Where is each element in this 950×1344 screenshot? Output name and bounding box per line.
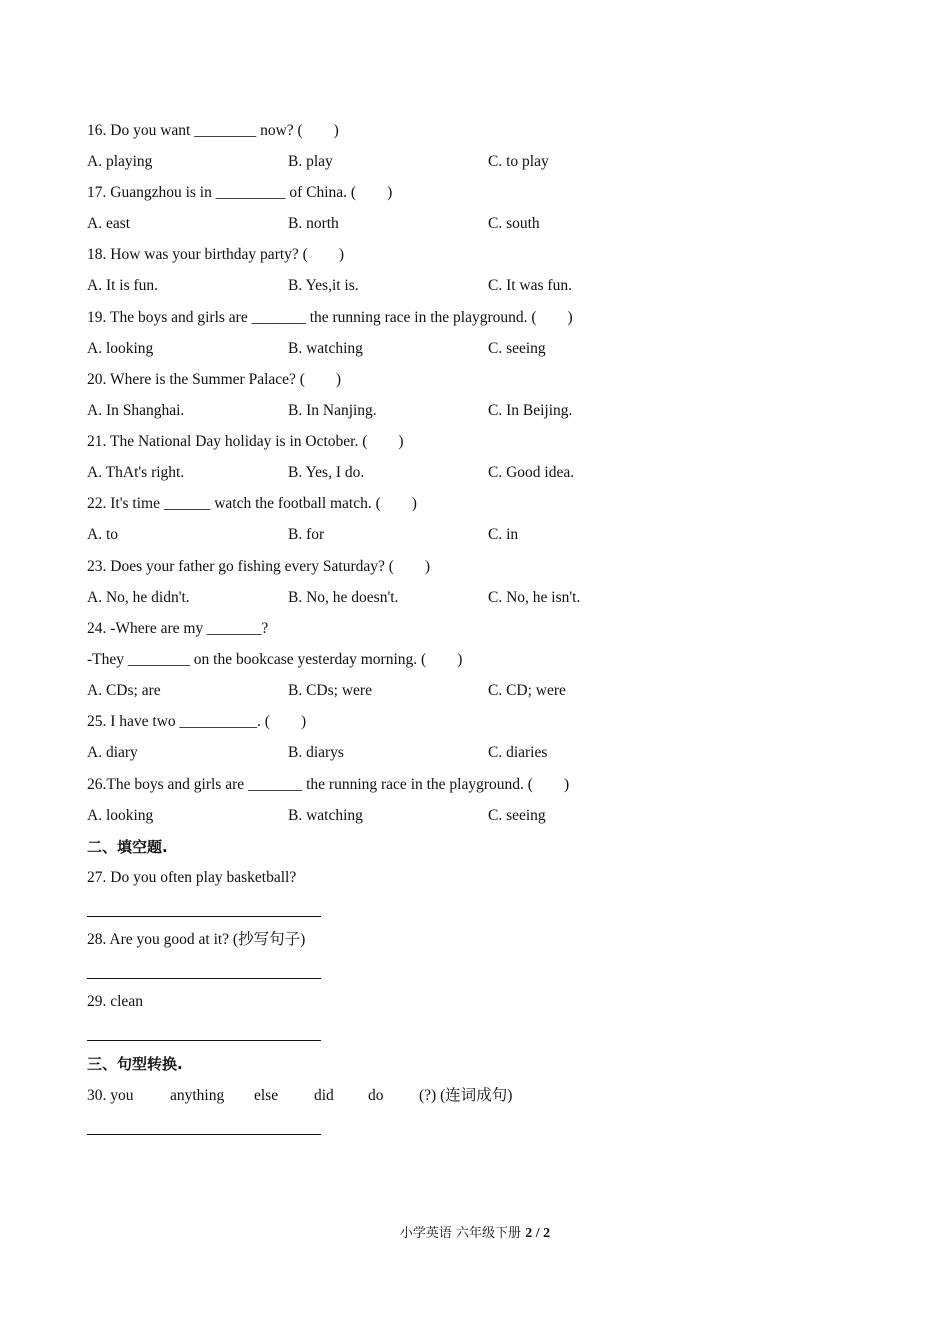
question-20-option-c: C. In Beijing.	[488, 402, 573, 419]
question-17-stem: 17. Guangzhou is in _________ of China. ( )	[87, 184, 393, 201]
question-24-option-b: B. CDs; were	[288, 682, 372, 699]
question-25-stem: 25. I have two __________. ( )	[87, 713, 307, 730]
question-28-stem: 28. Are you good at it? (抄写句子)	[87, 931, 306, 948]
question-25-option-a: A. diary	[87, 744, 138, 761]
question-21-option-c: C. Good idea.	[488, 464, 575, 481]
question-16-stem: 16. Do you want ________ now? ( )	[87, 122, 339, 139]
question-26-option-c: C. seeing	[488, 807, 546, 824]
question-16-option-a: A. playing	[87, 153, 153, 170]
question-26-stem: 26.The boys and girls are _______ the running race in the playground. ( )	[87, 776, 570, 793]
question-22-option-c: C. in	[488, 526, 519, 543]
question-30-answer-line	[87, 1134, 321, 1135]
question-24-stem-line1: 24. -Where are my _______?	[87, 620, 269, 637]
question-24-option-c: C. CD; were	[488, 682, 566, 699]
question-17-option-c: C. south	[488, 215, 540, 232]
question-29-stem: 29. clean	[87, 993, 143, 1010]
question-24-stem-line2: -They ________ on the bookcase yesterday morning. ( )	[87, 651, 463, 668]
question-30-word-5: do	[368, 1087, 384, 1104]
question-19-stem: 19. The boys and girls are _______ the running race in the playground. ( )	[87, 309, 573, 326]
question-25-option-c: C. diaries	[488, 744, 548, 761]
question-21-option-a: A. ThAt's right.	[87, 464, 185, 481]
question-21-stem: 21. The National Day holiday is in October. ( )	[87, 433, 404, 450]
question-29-answer-line	[87, 1040, 321, 1041]
question-25-option-b: B. diarys	[288, 744, 344, 761]
question-21-option-b: B. Yes, I do.	[288, 464, 365, 481]
question-19-option-a: A. looking	[87, 340, 154, 357]
question-30-word-3: else	[254, 1087, 279, 1104]
question-30-word-1: 30. you	[87, 1087, 134, 1104]
question-18-option-c: C. It was fun.	[488, 277, 572, 294]
question-27-answer-line	[87, 916, 321, 917]
question-27-stem: 27. Do you often play basketball?	[87, 869, 297, 886]
question-20-stem: 20. Where is the Summer Palace? ( )	[87, 371, 342, 388]
question-23-stem: 23. Does your father go fishing every Saturday? ( )	[87, 558, 431, 575]
page-number: 2 / 2	[525, 1226, 551, 1241]
section-2-title: 二、填空题.	[87, 838, 168, 856]
question-24-option-a: A. CDs; are	[87, 682, 161, 699]
question-26-option-a: A. looking	[87, 807, 154, 824]
question-18-option-a: A. It is fun.	[87, 277, 159, 294]
section-3-title: 三、句型转换.	[87, 1055, 183, 1073]
question-28-answer-line	[87, 978, 321, 979]
footer-text: 小学英语 六年级下册	[399, 1226, 526, 1241]
question-30-word-4: did	[314, 1087, 334, 1104]
question-17-option-a: A. east	[87, 215, 131, 232]
question-20-option-a: A. In Shanghai.	[87, 402, 185, 419]
question-19-option-b: B. watching	[288, 340, 363, 357]
question-22-stem: 22. It's time ______ watch the football match. ( )	[87, 495, 417, 512]
question-22-option-b: B. for	[288, 526, 325, 543]
question-30-word-2: anything	[170, 1087, 225, 1104]
question-22-option-a: A. to	[87, 526, 118, 543]
question-30-word-6: (?) (连词成句)	[419, 1087, 513, 1104]
question-18-stem: 18. How was your birthday party? ( )	[87, 246, 344, 263]
question-19-option-c: C. seeing	[488, 340, 546, 357]
question-16-option-b: B. play	[288, 153, 333, 170]
page-footer	[0, 1225, 950, 1243]
question-18-option-b: B. Yes,it is.	[288, 277, 359, 294]
question-23-option-c: C. No, he isn't.	[488, 589, 581, 606]
question-23-option-a: A. No, he didn't.	[87, 589, 190, 606]
question-17-option-b: B. north	[288, 215, 339, 232]
question-16-option-c: C. to play	[488, 153, 549, 170]
question-20-option-b: B. In Nanjing.	[288, 402, 377, 419]
question-23-option-b: B. No, he doesn't.	[288, 589, 399, 606]
question-26-option-b: B. watching	[288, 807, 363, 824]
